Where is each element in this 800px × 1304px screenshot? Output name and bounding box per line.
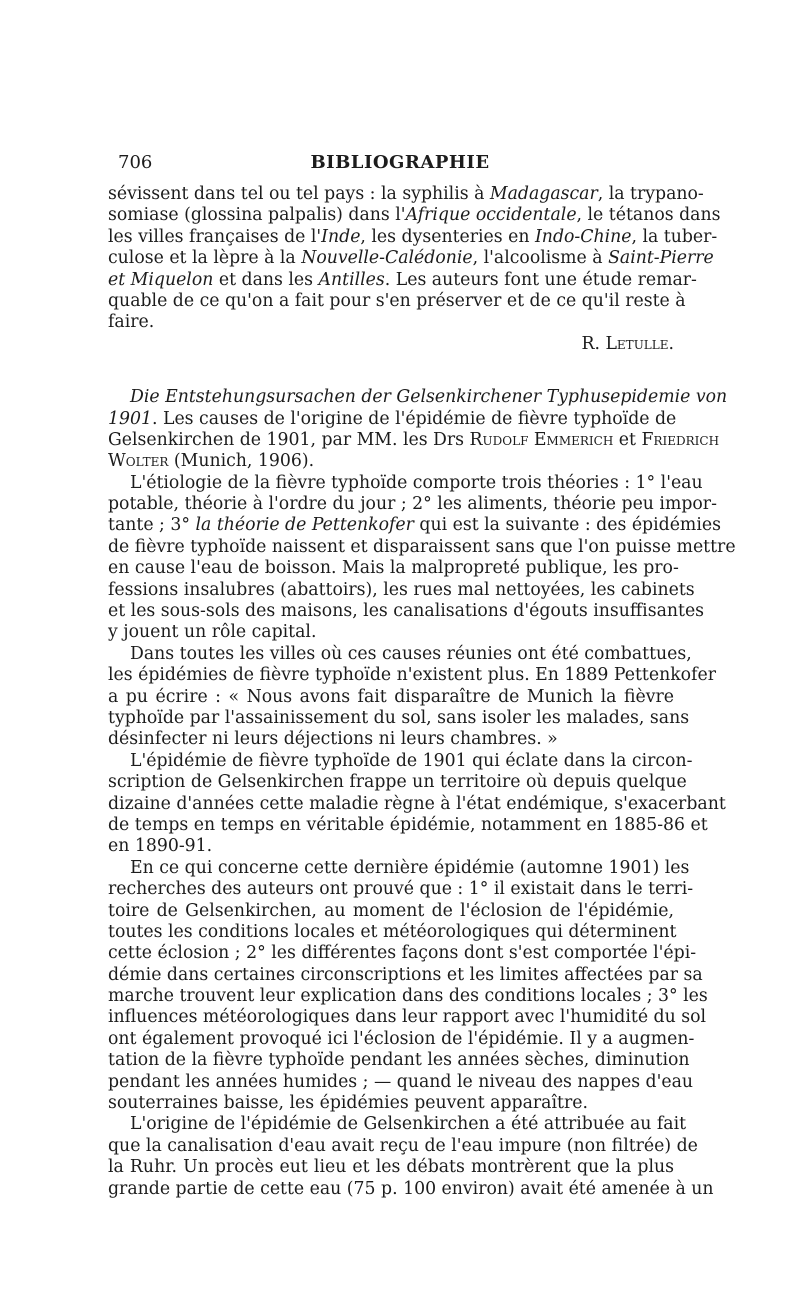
text-line	[108, 226, 718, 248]
page-number: 706	[118, 152, 153, 173]
text-line: en 1890-91.	[108, 836, 213, 857]
review-citation	[108, 387, 728, 473]
text-run: . Les causes de l'origine de l'épidémie de fièvre typhoïde de	[151, 408, 677, 429]
text-line: fessions insalubres (abattoirs), les rues mal nettoyées, les cabinets	[108, 579, 695, 600]
italic-text: et Miquelon	[108, 269, 214, 290]
text-run: culose et la lèpre à la	[108, 248, 302, 269]
text-line	[108, 515, 721, 536]
author-name: Rudolf Emmerich	[469, 429, 614, 450]
italic-text: Madagascar	[489, 184, 598, 204]
text-line: et les sous-sols des maisons, les canalisations d'égouts insuffisantes	[108, 601, 705, 622]
text-line: scription de Gelsenkirchen frappe un territoire où depuis quelque	[108, 772, 687, 793]
text-run: quable de ce qu'on a fait pour s'en préserver et de ce qu'il reste à	[108, 290, 686, 311]
italic-text: Afrique occidentale	[405, 205, 577, 226]
running-title: BIBLIOGRAPHIE	[310, 152, 490, 173]
text-line: dizaine d'années cette maladie règne à l'état endémique, s'exacerbant	[108, 793, 726, 814]
text-line: les épidémies de fièvre typhoïde n'existent plus. En 1889 Pettenkofer	[108, 665, 716, 686]
paragraph	[108, 472, 736, 644]
text-line	[108, 290, 686, 312]
text-line: démie dans certaines circonscriptions et les limites affectées par sa	[108, 964, 703, 985]
text-run: , l'alcoolisme à	[472, 248, 609, 269]
text-run: (Munich, 1906).	[168, 451, 315, 472]
text-line: souterraines baisse, les épidémies peuvent apparaître.	[108, 1093, 588, 1114]
text-line: cette éclosion ; 2° les différentes façons dont s'est comportée l'épi-	[108, 943, 697, 964]
text-line: y jouent un rôle capital.	[108, 622, 317, 643]
text-line: en cause l'eau de boisson. Mais la malpropreté publique, les pro-	[108, 558, 679, 579]
text-line	[108, 184, 704, 205]
italic-text: Die Entstehungsursachen der Gelsenkirchener Typhusepidemie von	[130, 387, 728, 408]
text-line: que la canalisation d'eau avait reçu de l'eau impure (non filtrée) de	[108, 1135, 698, 1156]
page-body	[108, 184, 736, 1200]
text-run: , la tuber-	[631, 226, 718, 247]
text-run: , la trypano-	[597, 184, 704, 204]
previous-review-end	[108, 184, 721, 334]
text-line	[108, 451, 674, 472]
text-run: , le tétanos dans	[576, 205, 721, 226]
text-line: ont également provoqué ici l'éclosion de l'épidémie. Il y a augmen-	[108, 1028, 695, 1049]
text-line: grande partie de cette eau (75 p. 100 environ) avait été amenée à un	[108, 1178, 714, 1199]
italic-text: Indo-Chine	[534, 226, 632, 247]
text-run: sévissent dans tel ou tel pays : la syphilis à	[108, 184, 490, 204]
italic-text: Inde	[321, 226, 361, 247]
author-name: Wolter	[108, 451, 169, 472]
text-line: pendant les années humides ; — quand le niveau des nappes d'eau	[108, 1071, 694, 1092]
text-line: de fièvre typhoïde naissent et disparaissent sans que l'on puisse mettre	[108, 536, 736, 557]
text-line: influences météorologiques dans leur rapport avec l'humidité du sol	[108, 1007, 707, 1028]
text-run: qui est la suivante : des épidémies	[413, 515, 721, 536]
paragraph	[108, 857, 708, 1115]
text-run: somiase (glossina palpalis) dans l'	[108, 205, 406, 226]
section-gap	[108, 355, 674, 387]
italic-text: Antilles	[318, 269, 385, 290]
paragraph	[108, 1114, 714, 1200]
paragraph	[108, 750, 726, 858]
italic-text: 1901	[108, 408, 152, 429]
text-line: toutes les conditions locales et météorologiques qui déterminent	[108, 921, 677, 942]
text-line	[108, 205, 721, 226]
italic-text: la théorie de Pettenkofer	[195, 515, 414, 536]
italic-text: Nouvelle-Calédonie	[301, 248, 473, 269]
italic-text: Saint-Pierre	[608, 248, 714, 269]
text-line: Dans toutes les villes où ces causes réunies ont été combattues,	[130, 643, 692, 664]
text-line: toire de Gelsenkirchen, au moment de l'éclosion de l'épidémie,	[108, 900, 674, 921]
text-line: désinfecter ni leurs déjections ni leurs chambres. »	[108, 729, 558, 750]
paragraph	[108, 643, 716, 751]
text-line: L'origine de l'épidémie de Gelsenkirchen a été attribuée au fait	[130, 1114, 687, 1135]
text-run: , les dysenteries en	[360, 226, 535, 247]
text-line: tation de la fièvre typhoïde pendant les années sèches, diminution	[108, 1050, 690, 1071]
running-header	[118, 152, 682, 182]
text-line	[108, 312, 674, 333]
text-line: En ce qui concerne cette dernière épidémie (automne 1901) les	[130, 857, 690, 878]
text-line: marche trouvent leur explication dans des conditions locales ; 3° les	[108, 986, 708, 1007]
text-line: L'étiologie de la fièvre typhoïde comporte trois théories : 1° l'eau	[130, 472, 703, 493]
text-line: a pu écrire : « Nous avons fait disparaître de Munich la fièvre	[108, 686, 674, 707]
text-line	[108, 408, 677, 430]
text-line: L'épidémie de fièvre typhoïde de 1901 qui éclate dans la circon-	[130, 750, 693, 771]
text-run: Gelsenkirchen de 1901, par MM. les Drs	[108, 429, 470, 450]
text-line	[108, 269, 697, 291]
text-line: de temps en temps en véritable épidémie, notamment en 1885-86 et	[108, 814, 708, 835]
text-line	[108, 429, 720, 451]
text-line: typhoïde par l'assainissement du sol, sans isoler les malades, sans	[108, 707, 690, 728]
text-run: . Les auteurs font une étude remar-	[384, 269, 697, 290]
text-run: et	[613, 429, 642, 450]
text-run: les villes françaises de l'	[108, 226, 322, 247]
review-text	[108, 472, 736, 1200]
review-signature: R. Letulle.	[581, 333, 674, 354]
text-run: faire.	[108, 312, 155, 333]
text-run: et dans les	[213, 269, 319, 290]
text-line	[108, 387, 728, 408]
text-line: recherches des auteurs ont prouvé que : 1° il existait dans le terri-	[108, 879, 694, 900]
text-run: tante ; 3°	[108, 515, 196, 536]
author-name: Friedrich	[641, 429, 720, 450]
text-line	[108, 248, 714, 269]
text-line: potable, théorie à l'ordre du jour ; 2° les aliments, théorie peu impor-	[108, 494, 717, 515]
text-line: la Ruhr. Un procès eut lieu et les débats montrèrent que la plus	[108, 1157, 674, 1178]
